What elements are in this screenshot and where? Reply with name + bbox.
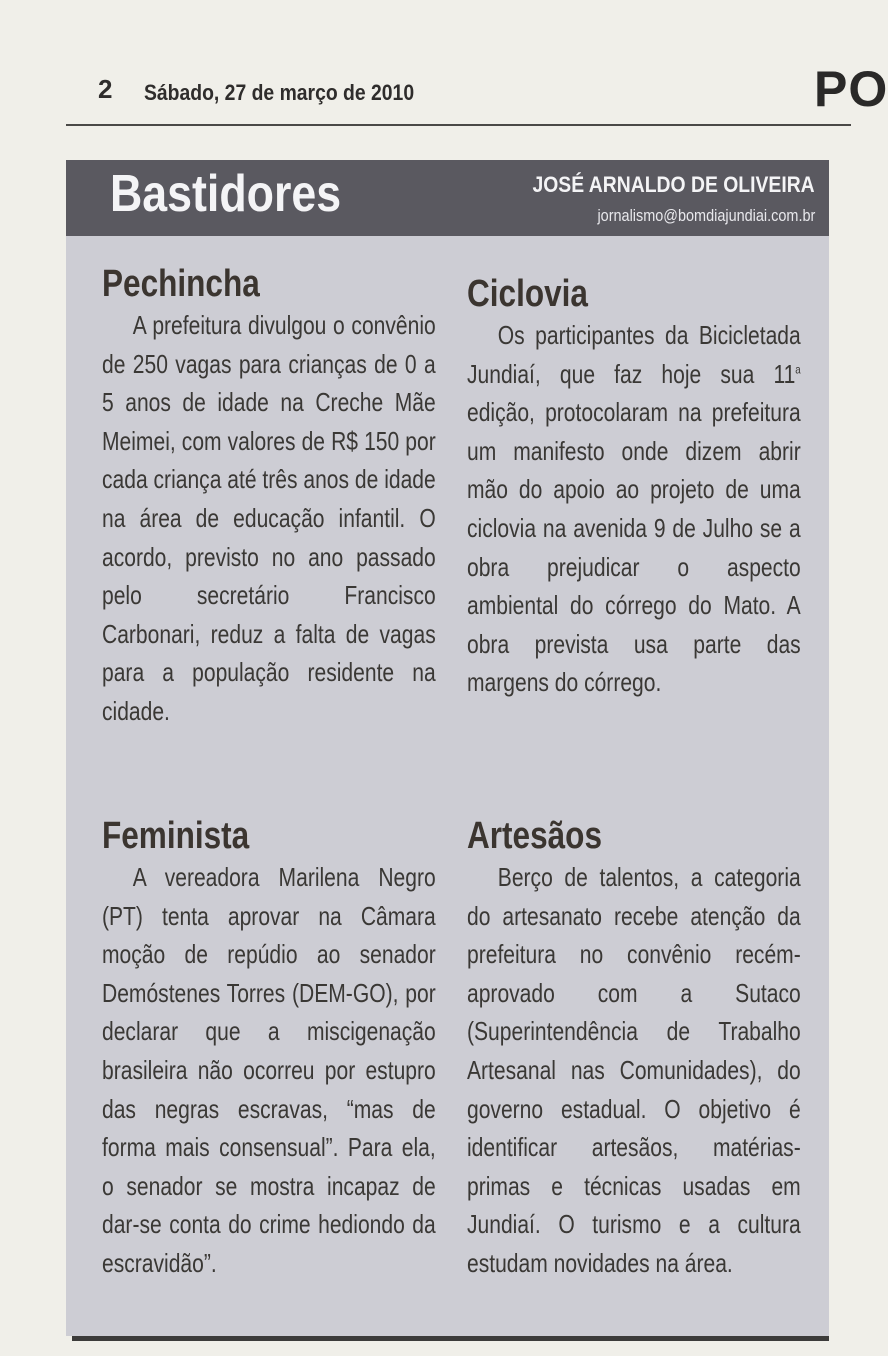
column-title: Bastidores	[110, 165, 342, 223]
cut-off-heading: PO	[814, 61, 888, 117]
article-headline: Artesãos	[467, 815, 602, 857]
article-body-part: Os participantes da Bicicletada Jundiaí, que faz hoje sua 11	[467, 320, 801, 389]
page-number: 2	[98, 74, 113, 104]
article-pechincha	[102, 262, 436, 731]
article-feminista	[102, 814, 436, 1283]
article-ciclovia	[467, 272, 801, 702]
article-body: A vereadora Marilena Negro (PT) tenta aprovar na Câmara moção de repúdio ao senador Demóstenes Torres (DEM-GO), por declarar que a miscigenação brasileira não ocorreu por estupro das negras escravas, “mas de forma mais consensual”. Para ela, o senador se mostra incapaz de dar-se conta do crime hediondo da escravidão”.	[102, 862, 436, 1278]
article-body: A prefeitura divulgou o convênio de 250 vagas para crianças de 0 a 5 anos de idade na Creche Mãe Meimei, com valores de R$ 150 por cada criança até três anos de idade na área de educação infantil. O acordo, previsto no ano passado pelo secretário Francisco Carbonari, reduz a falta de vagas para a população residente na cidade.	[102, 310, 436, 726]
column-banner	[66, 160, 829, 236]
article-headline: Ciclovia	[467, 273, 588, 315]
column-author: JOSÉ ARNALDO DE OLIVEIRA	[532, 172, 815, 197]
article-headline: Feminista	[102, 815, 250, 857]
header-rule	[66, 124, 851, 126]
column-email: jornalismo@bomdiajundiai.com.br	[597, 206, 815, 225]
bottom-rule	[72, 1336, 829, 1341]
issue-date: Sábado, 27 de março de 2010	[144, 80, 415, 105]
article-body: Berço de talentos, a categoria do artesanato recebe atenção da prefeitura no convênio recém-aprovado com a Sutaco (Superintendência de Trabalho Artesanal nas Comunidades), do governo estadual. O objetivo é identificar artesãos, matérias-primas e técnicas usadas em Jundiaí. O turismo e a cultura estudam novidades na área.	[467, 862, 801, 1278]
article-headline: Pechincha	[102, 263, 260, 305]
article-body	[467, 316, 801, 702]
article-body-part: edição, protocolaram na prefeitura um manifesto onde dizem abrir mão do apoio ao projeto de uma ciclovia na avenida 9 de Julho se a obra prejudicar o aspecto ambiental do córrego do Mato. A obra prevista usa parte das margens do córrego.	[467, 397, 801, 698]
article-artesaos	[467, 814, 801, 1283]
ordinal-superscript: a	[795, 361, 801, 376]
